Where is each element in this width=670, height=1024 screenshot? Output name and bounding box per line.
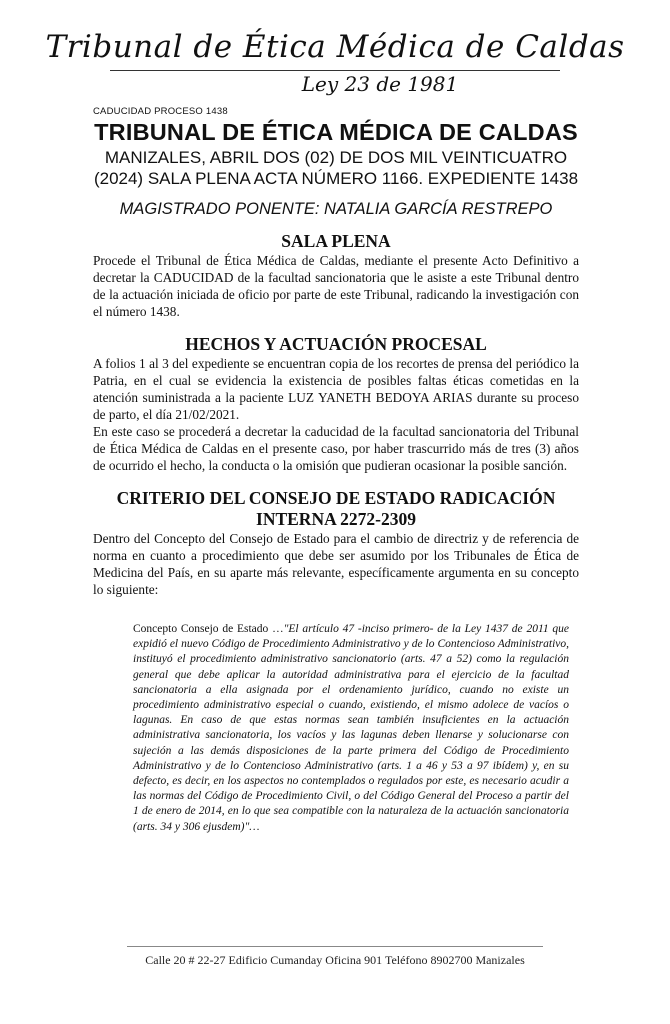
letterhead [0,28,670,96]
document-subtitle: MANIZALES, ABRIL DOS (02) DE DOS MIL VEINTICUATRO (2024) SALA PLENA ACTA NÚMERO 1166. EXPEDIENTE 1438 [93,148,579,188]
case-label: CADUCIDAD PROCESO 1438 [93,106,228,117]
quote-lead: Concepto Consejo de Estado … [133,623,284,635]
heading-sala-plena: SALA PLENA [281,231,391,251]
paragraph-concepto: Dentro del Concepto del Consejo de Estado para el cambio de directriz y de referencia de norma en cuanto a procedimiento que debe ser asumido por los Tribunales de Ética de Medicina del País, en su aparte más relevante, específicamente argumenta en su concepto lo siguiente: [93,531,579,597]
magistrado-ponente: MAGISTRADO PONENTE: NATALIA GARCÍA RESTREPO [119,200,553,218]
letterhead-rule [110,70,560,71]
paragraph-caducidad: En este caso se procederá a decretar la caducidad de la facultad sancionatoria del Tribunal de Ética Médica de Caldas en el presente caso, por haber trascurrido más de tres (3) años de ocurrido el hecho, la conducta o la omisión que pudieran ocasionar la posible sanción. [93,424,579,473]
document-title: TRIBUNAL DE ÉTICA MÉDICA DE CALDAS [94,119,578,145]
quote-text: "El artículo 47 -inciso primero- de la Ley 1437 de 2011 que expidió el nuevo Código de Procedimiento Administrativo y de lo Contencioso Administrativo, instituyó el procedimiento administrativo sancionatorio (arts. 47 a 52) como la regulación general que debe aplicar la autoridad administrativa para el ejercicio de la facultad sancionatoria a ella asignada por el ordenamiento jurídico, cuando no existe un procedimiento administrativo especial o cuando, existiendo, el mismo adolece de vacíos o lagunas. En caso de que estas normas sean también insuficientes en la actuación administrativa sancionatoria, los vacíos y las lagunas deben llenarse y solucionarse con sujeción a las demás disposiciones de la parte primera del Código de Procedimiento Administrativo y de lo Contencioso Administrativo (arts. 1 a 46 y 53 a 97 ibídem) y, en su defecto, es decir, en los aspectos no contemplados o regulados por este, es necesario acudir a las normas del Código de Procedimiento Civil, o del Código General del Proceso a partir del 1 de enero de 2014, en lo que sea compatible con la naturaleza de la actuación sancionatoria (arts. 34 y 306 ejusdem)"… [133,623,569,833]
block-quote [133,622,569,835]
letterhead-title: Tribunal de Ética Médica de Caldas [45,29,625,65]
footer-address: Calle 20 # 22-27 Edificio Cumanday Oficina 901 Teléfono 8902700 Manizales [145,953,525,967]
heading-hechos: HECHOS Y ACTUACIÓN PROCESAL [185,334,487,354]
letterhead-subtitle: Ley 23 de 1981 [301,72,459,96]
paragraph-hechos: A folios 1 al 3 del expediente se encuentran copia de los recortes de prensa del periódico la Patria, en el cual se evidencia la existencia de posibles faltas éticas cometidas en la atención suministrada a la paciente LUZ YANETH BEDOYA ARIAS durante su proceso de parto, el día 21/02/2021. [93,356,579,422]
footer-rule [127,946,543,947]
heading-criterio: CRITERIO DEL CONSEJO DE ESTADO RADICACIÓN INTERNA 2272-2309 [116,488,556,529]
document-body [93,106,579,835]
paragraph-intro: Procede el Tribunal de Ética Médica de Caldas, mediante el presente Acto Definitivo a decretar la CADUCIDAD de la facultad sancionatoria que le asiste a este Tribunal dentro de la actuación iniciada de oficio por parte de este Tribunal, radicando la investigación con el número 1438. [93,253,579,319]
